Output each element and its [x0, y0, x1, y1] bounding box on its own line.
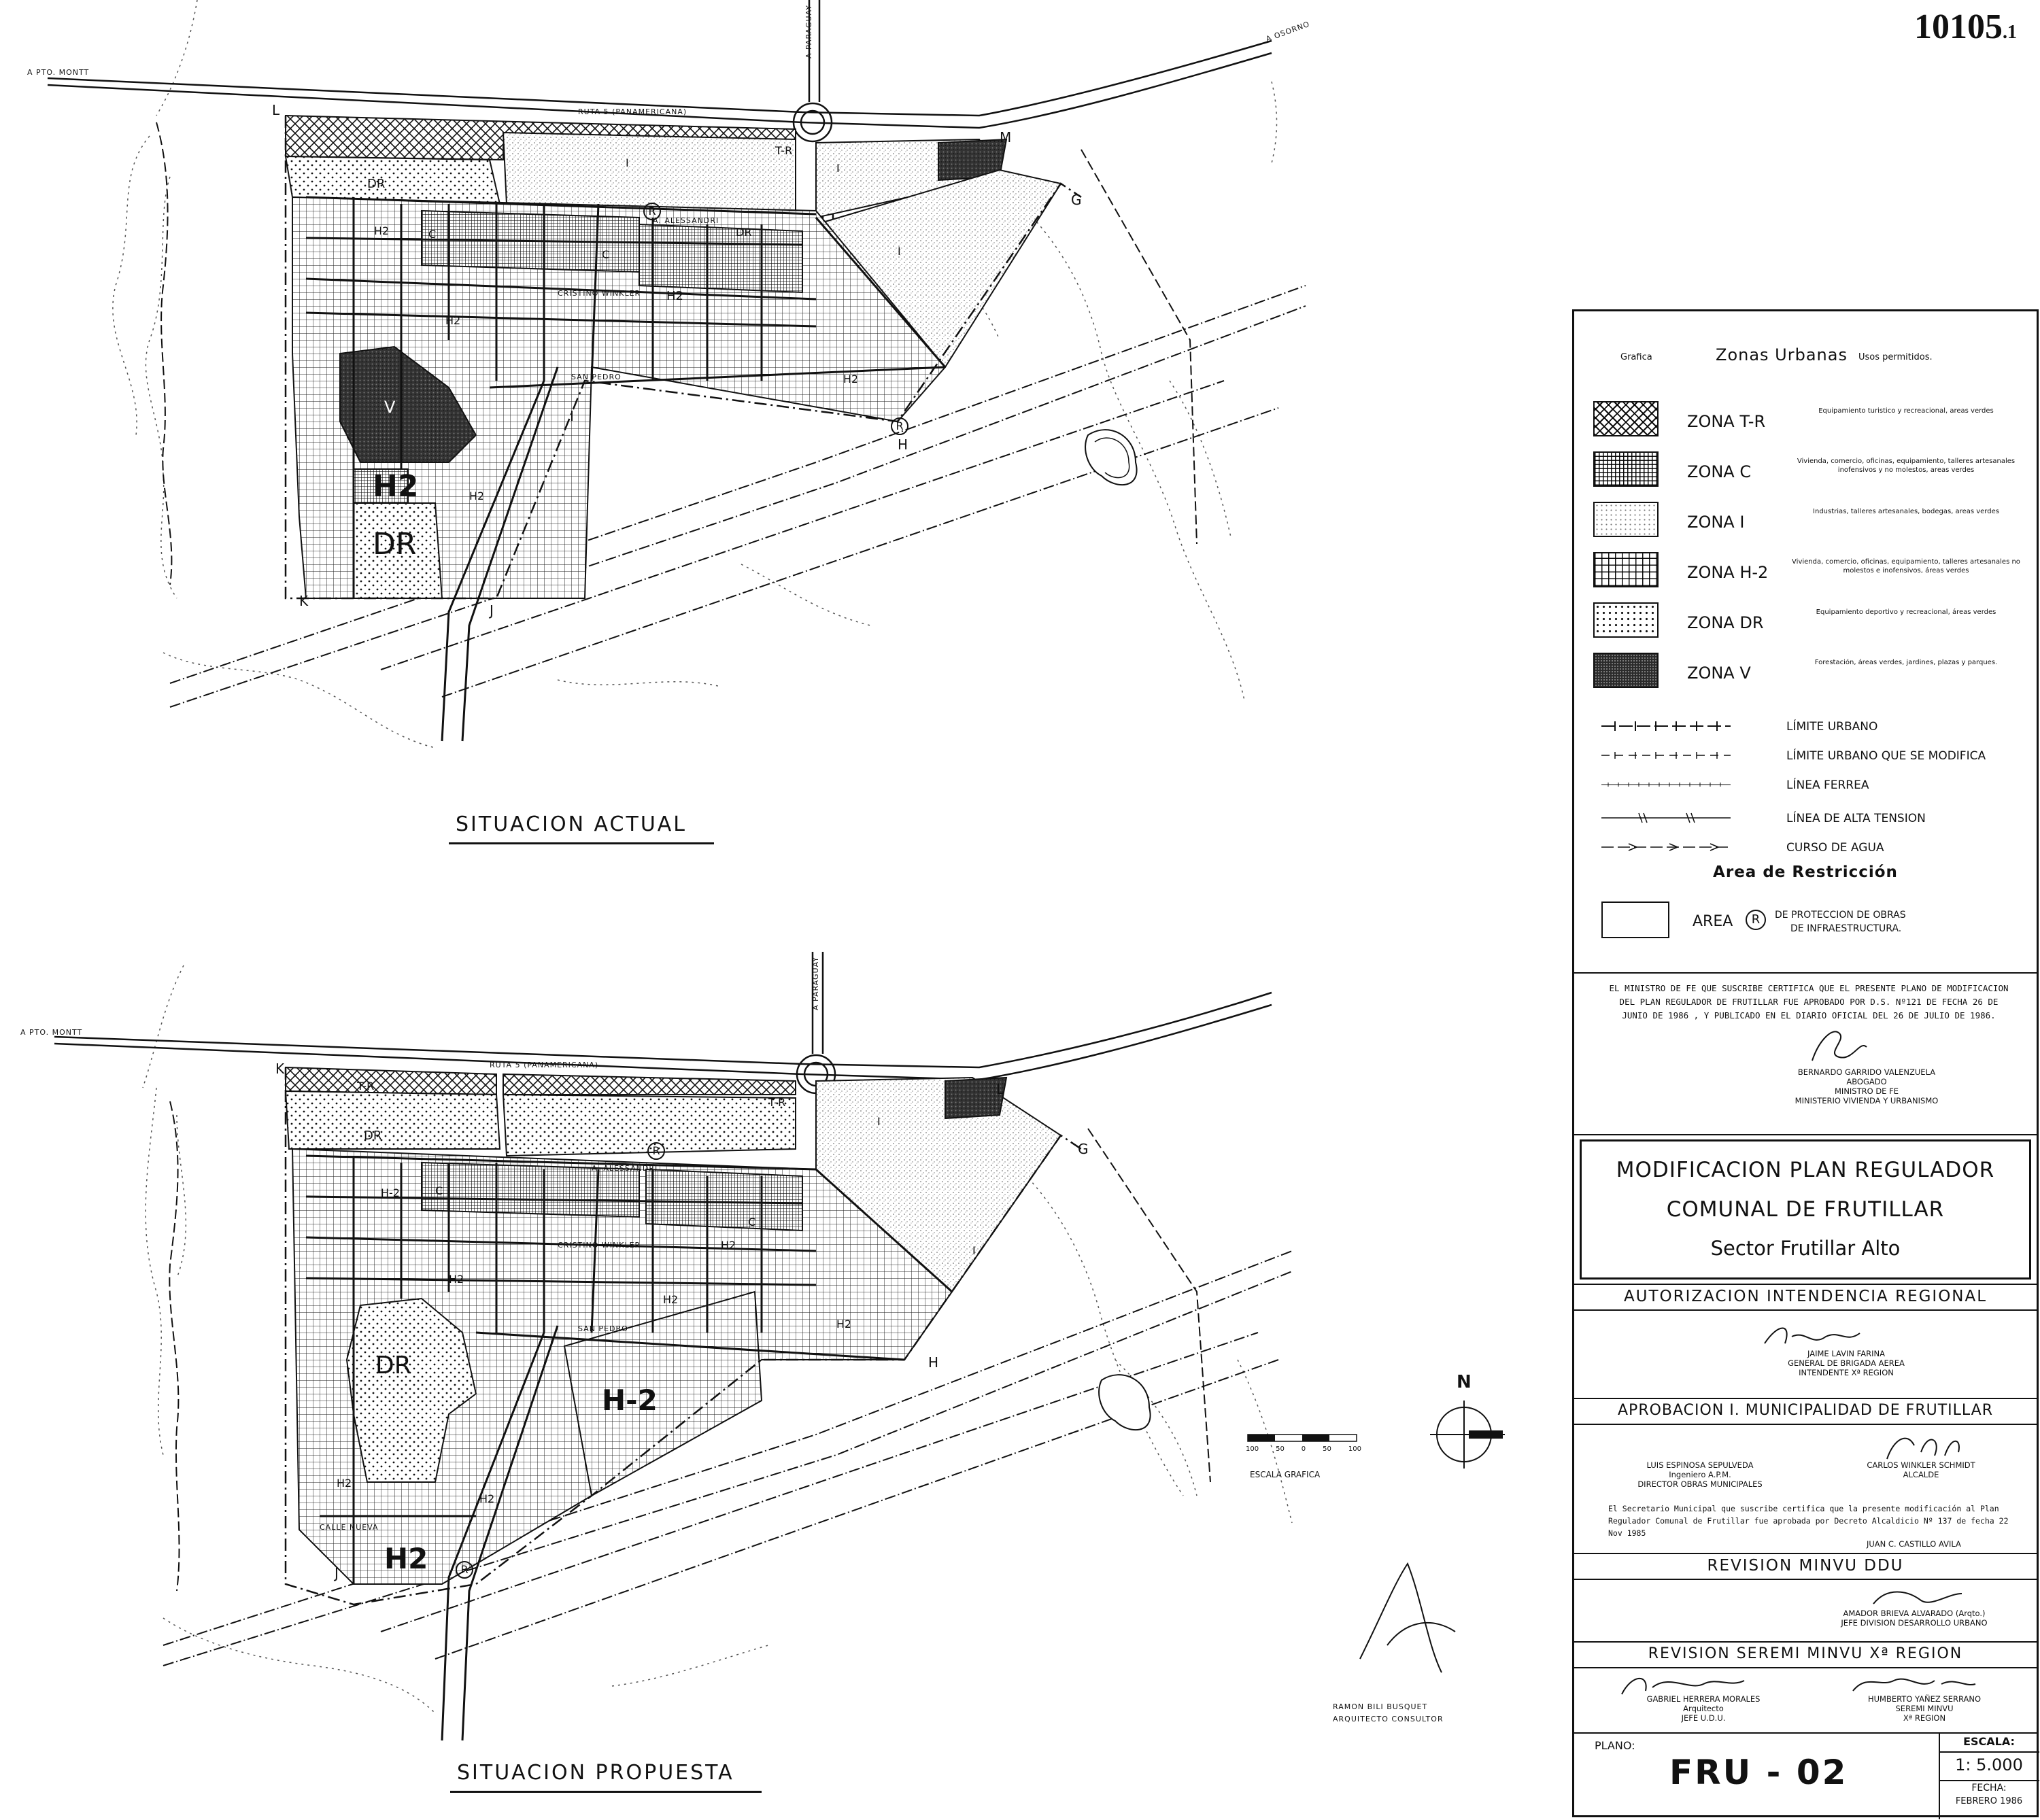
title-block — [1572, 309, 2039, 1817]
label-pto-montt-propuesta: A PTO. MONTT — [20, 1028, 83, 1037]
legend-zone-v — [1593, 653, 2028, 693]
restriction-title: Area de Restricción — [1713, 863, 1898, 881]
legend-zone-tr — [1593, 401, 2028, 442]
legend-zone-name: ZONA V — [1687, 664, 1751, 683]
zone-tr-actual: T-R — [775, 144, 793, 157]
zone-h2-a-propuesta: H-2 — [381, 1186, 400, 1199]
scale-bar-graphic — [1248, 1435, 1357, 1441]
area-desc-1: DE PROTECCION DE OBRAS — [1775, 910, 1906, 921]
zone-i1-propuesta: I — [877, 1115, 881, 1128]
zone-c2-propuesta: C — [748, 1216, 756, 1229]
divider-footer — [1574, 1732, 2037, 1734]
municipal-signer2: CARLOS WINKLER SCHMIDT — [1867, 1460, 1975, 1470]
point-L-propuesta: L — [996, 1081, 1004, 1097]
plano-label: PLANO: — [1595, 1739, 1635, 1752]
municipal-signer1-line2: Ingeniero A.P.M. — [1669, 1470, 1731, 1479]
zone-h2-a-actual: H2 — [374, 224, 390, 237]
cert-signer-title-2: MINISTRO DE FE — [1835, 1086, 1899, 1096]
area-r-marker-1-propuesta: R — [647, 1142, 665, 1160]
label-calle-nueva: CALLE NUEVA — [320, 1523, 379, 1532]
swatch-h2 — [1593, 552, 1659, 587]
label-alessandri-propuesta: A. ALESSANDRI — [592, 1164, 658, 1173]
swatch-i — [1593, 502, 1659, 537]
ruta5-propuesta — [54, 952, 1272, 1093]
scale-tick-1: 100 — [1246, 1445, 1259, 1453]
escala-label: ESCALA: — [1963, 1735, 2015, 1748]
water-course-actual — [156, 122, 171, 585]
minvu-signer: AMADOR BRIEVA ALVARADO (Arqto.) — [1843, 1609, 1986, 1618]
zone-tr1-propuesta: T-R — [357, 1080, 375, 1093]
legend-zone-name: ZONA I — [1687, 513, 1745, 532]
legend-line-limite-modifica — [1601, 745, 2023, 768]
consultant-name: RAMON BILI BUSQUET — [1333, 1702, 1428, 1711]
legend-zone-desc: Vivienda, comercio, oficinas, equipamiento, talleres artesanales no molestos e inofensivos, áreas verdes — [1792, 558, 2020, 574]
swatch-v — [1593, 653, 1659, 688]
limite-urbano-symbol — [1601, 716, 1737, 736]
fecha-label: FECHA: — [1971, 1783, 2007, 1793]
label-ruta5-actual: RUTA 5 (PANAMERICANA) — [578, 107, 687, 116]
legend-line-name: LÍMITE URBANO QUE SE MODIFICA — [1786, 749, 1986, 763]
zone-dr-big-propuesta: DR — [375, 1352, 411, 1379]
zone-h2-e-actual: H2 — [469, 490, 485, 502]
point-G-propuesta: G — [1078, 1141, 1089, 1157]
plan-number — [1914, 7, 2017, 47]
seremi-signer2: HUMBERTO YAÑEZ SERRANO — [1867, 1694, 1982, 1704]
label-osorno: A OSORNO — [1264, 19, 1312, 44]
area-r-symbol: R — [1746, 910, 1766, 930]
main-title-box — [1580, 1139, 2031, 1280]
legend-zone-name: ZONA H-2 — [1687, 563, 1769, 582]
legend-zone-h2 — [1593, 552, 2028, 593]
legend-zone-desc: Equipamiento turistico y recreacional, areas verdes — [1818, 407, 1994, 415]
swatch-dr — [1593, 602, 1659, 638]
municipal-decree: El Secretario Municipal que suscribe certifica que la presente modificación al Plan Regulador Comunal de Frutillar fue aprobada por Decreto Alcaldicio Nº 137 de fecha 22 Nov 1985 — [1608, 1504, 2009, 1538]
area-r-marker-2-propuesta: R — [456, 1561, 473, 1579]
intendencia-signer-block — [1744, 1349, 1948, 1377]
point-K-actual: K — [299, 593, 309, 609]
intendencia-line-2: GENERAL DE BRIGADA AEREA — [1788, 1358, 1905, 1368]
plan-number-suffix: .1 — [2003, 22, 2017, 43]
municipal-signer1: LUIS ESPINOSA SEPULVEDA — [1646, 1460, 1754, 1470]
zone-i2-propuesta: I — [972, 1244, 976, 1257]
area-r-marker-1-actual: R — [643, 203, 661, 220]
scale-ticks — [1246, 1445, 1361, 1453]
title-situacion-actual: SITUACION ACTUAL — [456, 812, 687, 836]
zone-h2-c-propuesta: H2 — [663, 1293, 679, 1306]
certification-text: EL MINISTRO DE FE QUE SUSCRIBE CERTIFICA QUE EL PRESENTE PLANO DE MODIFICACION DEL PLAN REGULADOR DE FRUTILLAR FUE APROBADO POR D.S. Nº121 DE FECHA 26 DE JUNIO DE 1986 , Y PUBLICADO EN EL DIARIO OFICIAL DEL 26 DE JULIO DE 1986. — [1609, 983, 2009, 1020]
legend-zone-name: ZONA C — [1687, 462, 1752, 481]
scale-caption: ESCALA GRAFICA — [1250, 1470, 1321, 1479]
point-M-actual: M — [1000, 129, 1012, 145]
title-line-1: MODIFICACION PLAN REGULADOR — [1616, 1158, 1995, 1182]
legend-line-curso-agua — [1601, 837, 2023, 860]
fecha-value: FEBRERO 1986 — [1955, 1796, 2023, 1806]
legend-zone-name: ZONA DR — [1687, 613, 1764, 632]
legend-line-name: LÍNEA DE ALTA TENSION — [1786, 812, 1926, 825]
point-L-actual: L — [272, 102, 280, 118]
divider-seremi — [1574, 1641, 2037, 1643]
zone-dr-top-actual: DR — [367, 177, 386, 191]
zone-tr2-propuesta: T-R — [768, 1096, 786, 1109]
legend-line-name: LÍMITE URBANO — [1786, 720, 1878, 734]
lagoon-propuesta — [1099, 1375, 1151, 1430]
area-desc-2: DE INFRAESTRUCTURA. — [1790, 923, 1902, 934]
zone-v-actual: V — [384, 398, 396, 417]
zone-h2-b-actual: H2 — [445, 314, 461, 327]
north-arrow-icon — [1430, 1401, 1505, 1469]
legend-line-limite-urbano — [1601, 716, 2023, 739]
label-san-pedro-actual: SAN PEDRO — [571, 373, 622, 381]
seremi-signer1-line3: JEFE U.D.U. — [1681, 1713, 1726, 1723]
divider-municipalidad — [1574, 1398, 2037, 1399]
municipal-signer2-block — [1826, 1460, 2016, 1479]
intendencia-signer: JAIME LAVIN FARINA — [1807, 1349, 1885, 1358]
intendencia-header: AUTORIZACION INTENDENCIA REGIONAL — [1623, 1288, 1988, 1305]
minvu-line-2: JEFE DIVISION DESARROLLO URBANO — [1841, 1618, 1988, 1628]
signature-alcalde — [1880, 1425, 1969, 1466]
legend-line-name: LÍNEA FERREA — [1786, 778, 1869, 792]
legend-zone-desc: Forestación, áreas verdes, jardines, plazas y parques. — [1814, 659, 1998, 666]
map-propuesta — [54, 952, 1292, 1740]
legend-zone-name: ZONA T-R — [1687, 412, 1766, 431]
label-ruta5-propuesta: RUTA 5 (PANAMERICANA) — [490, 1061, 599, 1069]
point-J-actual: J — [490, 602, 494, 619]
municipal-secretary: JUAN C. CASTILLO AVILA — [1867, 1539, 1961, 1549]
label-pto-montt-actual: A PTO. MONTT — [27, 68, 90, 77]
plan-number-main: 10105 — [1914, 7, 2003, 46]
scale-tick-3: 0 — [1301, 1445, 1306, 1453]
area-r-marker-2-actual: R — [891, 417, 908, 435]
zone-i1-actual: I — [626, 156, 629, 169]
label-paraguay-propuesta: A PARAGUAY — [811, 957, 820, 1010]
legend-header-left: Grafica — [1620, 352, 1652, 362]
area-restriccion-swatch — [1601, 902, 1669, 938]
seremi-signer2-line3: Xª REGION — [1903, 1713, 1946, 1723]
label-winkler-actual: CRISTINO WINKLER — [558, 289, 641, 298]
consultant-signature — [1360, 1564, 1455, 1672]
scale-tick-2: 50 — [1276, 1445, 1285, 1453]
divider-minvu — [1574, 1553, 2037, 1554]
zone-h2-b-propuesta: H2 — [449, 1273, 464, 1286]
seremi-header: REVISION SEREMI MINVU Xª REGION — [1648, 1645, 1963, 1662]
zone-i2-actual: I — [836, 162, 840, 175]
zone-dr-big-actual: DR — [373, 527, 417, 562]
point-G-actual: G — [1071, 192, 1082, 208]
legend-line-ferrea — [1601, 774, 2023, 797]
water-course-propuesta — [169, 1101, 179, 1591]
label-winkler-propuesta: CRISTINO WINKLER — [558, 1241, 641, 1250]
municipal-signer1-line3: DIRECTOR OBRAS MUNICIPALES — [1637, 1479, 1763, 1489]
title-situacion-propuesta: SITUACION PROPUESTA — [457, 1761, 734, 1785]
cert-signer: BERNARDO GARRIDO VALENZUELA — [1797, 1067, 1936, 1077]
legend-line-name: CURSO DE AGUA — [1786, 841, 1884, 855]
plano-value: FRU - 02 — [1669, 1753, 1848, 1792]
zone-h2-d-propuesta: H2 — [836, 1318, 852, 1330]
point-J-propuesta: J — [335, 1565, 339, 1581]
legend-zone-desc: Industrias, talleres artesanales, bodegas, areas verdes — [1813, 508, 1999, 515]
cert-signer-block — [1751, 1067, 1982, 1105]
label-san-pedro-propuesta: SAN PEDRO — [578, 1324, 628, 1333]
divider-title — [1574, 1134, 2037, 1135]
point-H-propuesta: H — [928, 1354, 939, 1371]
zone-h2-big-actual: H2 — [373, 469, 419, 504]
zone-h2-g-propuesta: H2 — [721, 1239, 736, 1252]
label-alessandri-actual: A. ALESSANDRI — [653, 216, 719, 225]
intendencia-line-3: INTENDENTE Xª REGION — [1799, 1368, 1894, 1377]
label-paraguay-actual: A PARAGUAY — [804, 5, 813, 58]
certification-section — [1574, 972, 2037, 1108]
legend-zone-i — [1593, 502, 2028, 543]
zone-c1-propuesta: C — [435, 1184, 443, 1197]
point-I-actual: I — [570, 408, 574, 424]
curso-agua-symbol — [1601, 837, 1737, 857]
zone-h2-big-propuesta: H-2 — [602, 1384, 658, 1417]
linea-ferrea-symbol — [1601, 774, 1737, 795]
north-label: N — [1457, 1372, 1472, 1392]
consultant-title: ARQUITECTO CONSULTOR — [1333, 1715, 1444, 1723]
legend-line-alta-tension — [1601, 808, 2023, 831]
zone-i3-actual: I — [898, 245, 901, 258]
legend-header-right: Usos permitidos. — [1858, 352, 1933, 362]
legend-zone-dr — [1593, 602, 2028, 643]
seremi-signer2-block — [1826, 1694, 2023, 1723]
swatch-c — [1593, 451, 1659, 487]
zone-h2-d-actual: H2 — [843, 373, 859, 385]
scale-tick-4: 50 — [1323, 1445, 1331, 1453]
zone-h2-f-propuesta: H2 — [337, 1477, 352, 1490]
area-label: AREA — [1693, 913, 1733, 930]
alta-tension-symbol — [1601, 808, 1737, 828]
municipal-signer2-line2: ALCALDE — [1903, 1470, 1939, 1479]
zone-h2-e-propuesta: H2 — [479, 1492, 495, 1505]
zone-dr-mid-actual: DR — [736, 226, 752, 239]
legend-zone-desc: Equipamiento deportivo y recreacional, áreas verdes — [1816, 608, 1996, 616]
cert-signer-title-1: ABOGADO — [1846, 1077, 1887, 1086]
zone-h2-c-actual: H2 — [666, 289, 683, 303]
municipalidad-header: APROBACION I. MUNICIPALIDAD DE FRUTILLAR — [1618, 1402, 1993, 1419]
divider-intendencia — [1574, 1284, 2037, 1285]
minvu-signer-block — [1805, 1609, 2023, 1628]
cert-signer-title-3: MINISTERIO VIVIENDA Y URBANISMO — [1795, 1096, 1939, 1105]
point-K-propuesta: K — [275, 1061, 285, 1077]
legend-zone-c — [1593, 451, 2028, 492]
title-line-2: COMUNAL DE FRUTILLAR — [1666, 1197, 1945, 1222]
scale-tick-5: 100 — [1348, 1445, 1361, 1453]
seremi-signer1-block — [1601, 1694, 1805, 1723]
zone-dr-top-propuesta: DR — [364, 1129, 382, 1143]
seremi-signer1-line2: Arquitecto — [1683, 1704, 1724, 1713]
seremi-signer1: GABRIEL HERRERA MORALES — [1646, 1694, 1761, 1704]
minvu-header: REVISION MINVU DDU — [1707, 1557, 1904, 1575]
title-line-3: Sector Frutillar Alto — [1710, 1237, 1901, 1260]
zone-h2-bottom-propuesta: H2 — [384, 1542, 428, 1575]
legend-header-title: Zonas Urbanas — [1716, 345, 1848, 364]
seremi-signer2-line2: SEREMI MINVU — [1895, 1704, 1954, 1713]
limite-modifica-symbol — [1601, 745, 1737, 766]
legend-zone-desc: Vivienda, comercio, oficinas, equipamiento, talleres artesanales inofensivos y no molestos, areas verdes — [1797, 458, 2016, 474]
zone-c2-actual: C — [602, 248, 610, 261]
point-H-actual: H — [898, 436, 908, 453]
zone-c1-actual: C — [428, 228, 437, 241]
escala-value: 1: 5.000 — [1955, 1755, 2023, 1774]
swatch-tr — [1593, 401, 1659, 436]
municipal-signer1-block — [1601, 1460, 1799, 1489]
urban-limit-dashed-actual — [1081, 150, 1197, 544]
signature-ministro — [1799, 1020, 1880, 1067]
divider-intendencia-body — [1574, 1309, 2037, 1311]
